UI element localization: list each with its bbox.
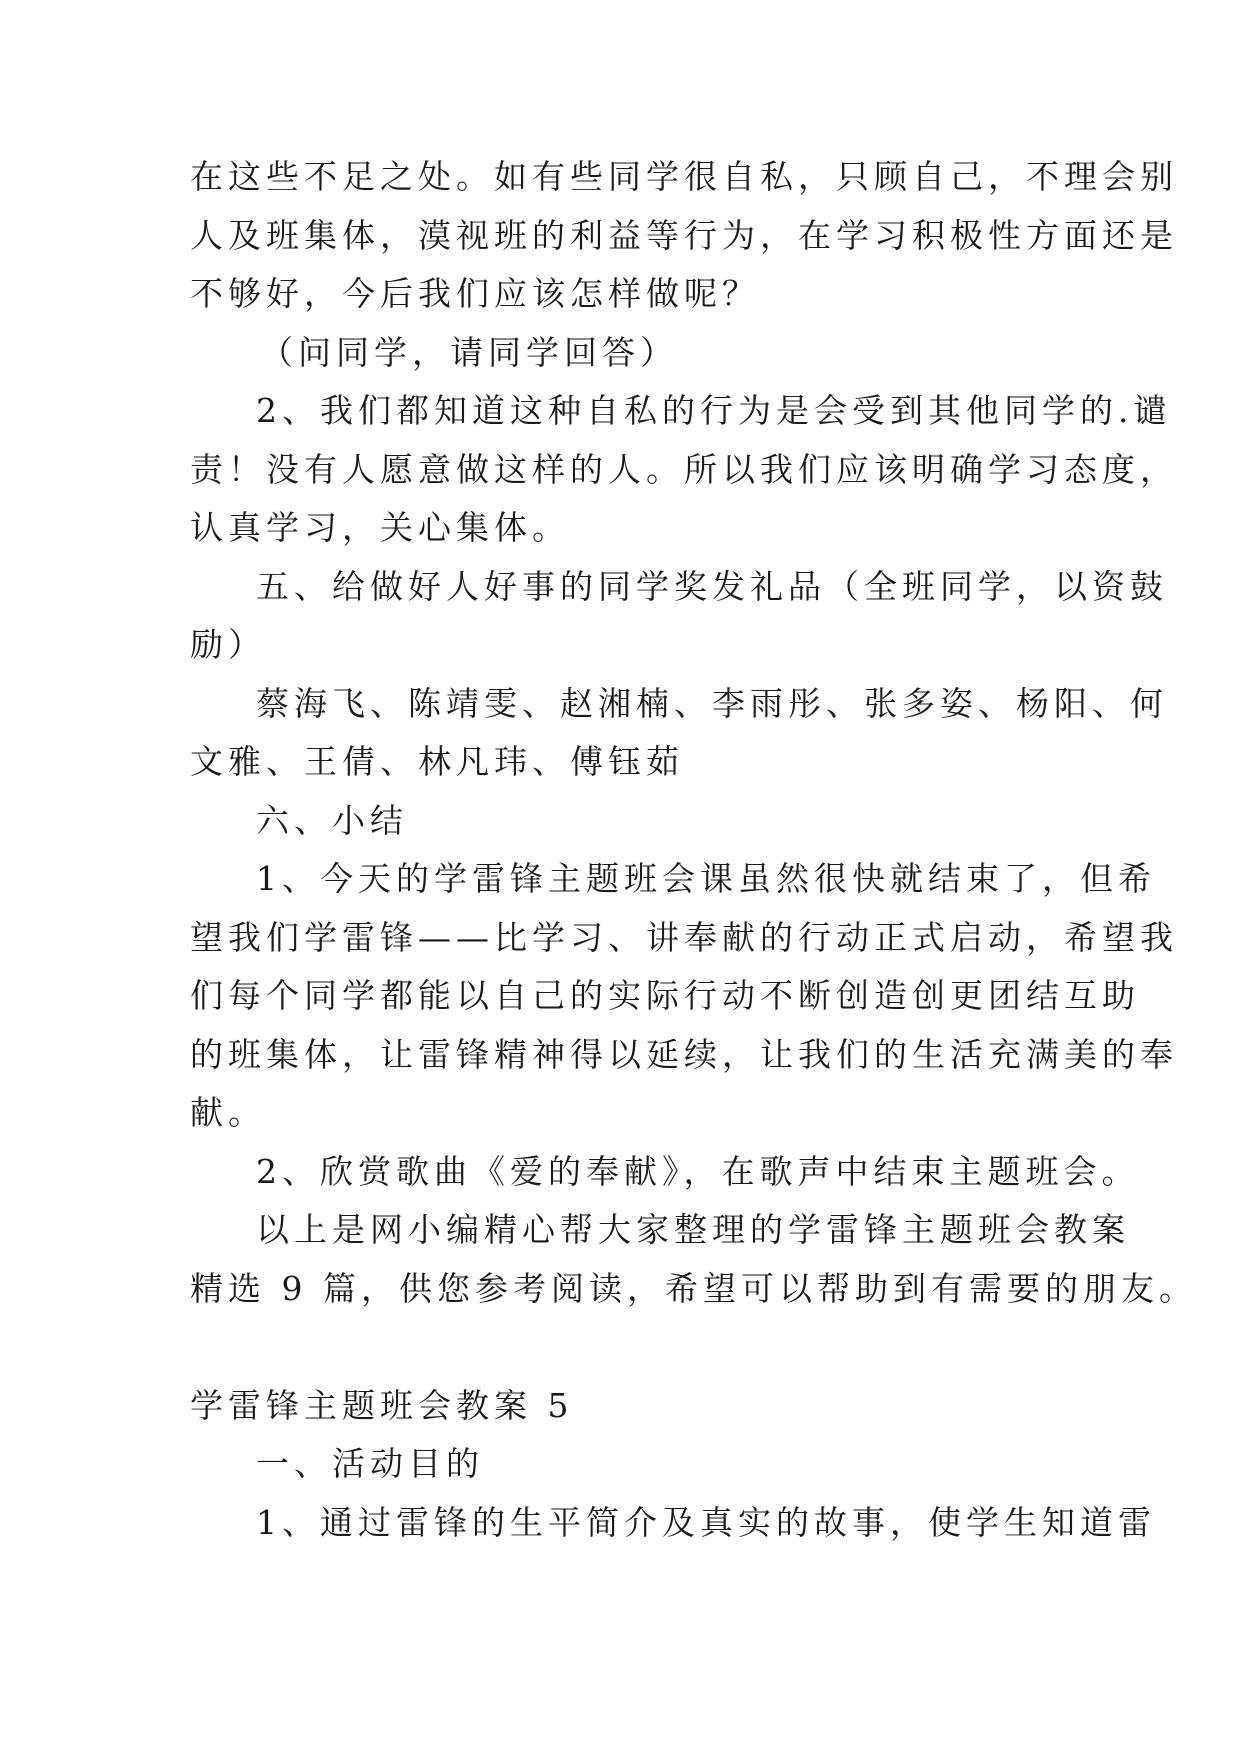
text-line: 献。 xyxy=(190,1093,266,1132)
text-line: 人及班集体，漠视班的利益等行为，在学习积极性方面还是 xyxy=(190,215,1178,255)
text-line: 1、通过雷锋的生平简介及真实的故事，使学生知道雷 xyxy=(256,1502,1156,1542)
text-line: 以上是网小编精心帮大家整理的学雷锋主题班会教案 xyxy=(256,1210,1130,1249)
document-title: 学雷锋主题班会教案 5 xyxy=(190,1385,574,1425)
section-heading: 五、给做好人好事的同学奖发礼品（全班同学，以资鼓 xyxy=(256,566,1168,606)
document-body xyxy=(190,148,1197,1552)
text-line: 励） xyxy=(190,625,266,664)
text-line: 望我们学雷锋——比学习、讲奉献的行动正式启动，希望我 xyxy=(190,917,1178,957)
section-heading: 一、活动目的 xyxy=(256,1444,484,1483)
text-line: 1、今天的学雷锋主题班会课虽然很快就结束了，但希 xyxy=(256,859,1156,898)
text-line: 文雅、王倩、林凡玮、傅钰茹 xyxy=(190,742,684,781)
text-line: 在这些不足之处。如有些同学很自私，只顾自己，不理会别 xyxy=(190,157,1178,196)
text-line: 2、欣赏歌曲《爱的奉献》，在歌声中结束主题班会。 xyxy=(256,1151,1140,1191)
text-line: 认真学习，关心集体。 xyxy=(190,508,570,547)
section-heading: 六、小结 xyxy=(256,800,408,840)
text-line: （问同学，请同学回答） xyxy=(260,332,678,372)
text-line: 精选 9 篇，供您参考阅读，希望可以帮助到有需要的朋友。 xyxy=(190,1268,1197,1308)
text-line: 不够好，今后我们应该怎样做呢？ xyxy=(190,274,760,313)
text-line: 责！没有人愿意做这样的人。所以我们应该明确学习态度， xyxy=(190,449,1178,489)
blank-gap xyxy=(190,1318,1052,1377)
text-line: 2、我们都知道这种自私的行为是会受到其他同学的.谴 xyxy=(256,391,1172,430)
text-line: 的班集体，让雷锋精神得以延续，让我们的生活充满美的奉 xyxy=(190,1034,1178,1074)
text-line: 蔡海飞、陈靖雯、赵湘楠、李雨彤、张多姿、杨阳、何 xyxy=(256,683,1168,723)
text-line: 们每个同学都能以自己的实际行动不断创造创更团结互助 xyxy=(190,976,1140,1015)
